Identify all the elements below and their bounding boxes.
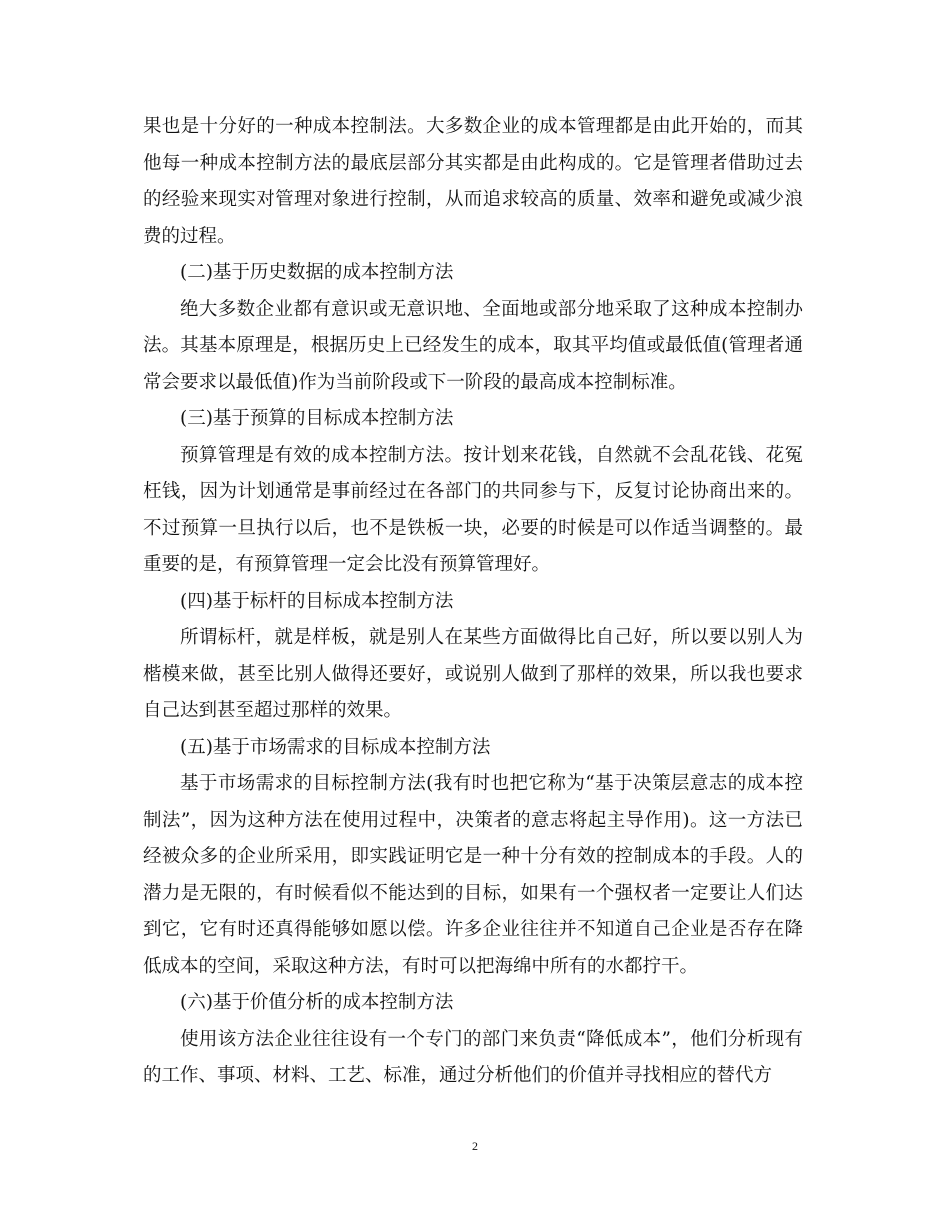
paragraph-intro-continued: 果也是十分好的一种成本控制法。大多数企业的成本管理都是由此开始的，而其他每一种成本控制方法的最底层部分其实都是由此构成的。它是管理者借助过去的经验来现实对管理对象进行控制，从而追求较高的质量、效率和避免或减少浪费的过程。	[143, 116, 803, 247]
heading-benchmark-method: (四)基于标杆的目标成本控制方法	[180, 590, 454, 612]
paragraph-market-demand: 基于市场需求的目标控制方法(我有时也把它称为“基于决策层意志的成本控制法”，因为这种方法在使用过程中，决策者的意志将起主导作用)。这一方法已经被众多的企业所采用，即实践证明它是一种十分有效的控制成本的手段。人的潜力是无限的，有时候看似不能达到的目标，如果有一个强权者一定要让人们达到它，它有时还真得能够如愿以偿。许多企业往往并不知道自己企业是否存在降低成本的空间，采取这种方法，有时可以把海绵中所有的水都拧干。	[143, 773, 803, 977]
page-number: 2	[472, 1139, 478, 1153]
paragraph-budget: 预算管理是有效的成本控制方法。按计划来花钱，自然就不会乱花钱、花冤枉钱，因为计划通常是事前经过在各部门的共同参与下，反复讨论协商出来的。不过预算一旦执行以后，也不是铁板一块，必要的时候是可以作适当调整的。最重要的是，有预算管理一定会比没有预算管理好。	[143, 444, 803, 575]
heading-budget-method: (三)基于预算的目标成本控制方法	[180, 408, 454, 429]
paragraph-benchmark: 所谓标杆，就是样板，就是别人在某些方面做得比自己好，所以要以别人为楷模来做，甚至比别人做得还要好，或说别人做到了那样的效果，所以我也要求自己达到甚至超过那样的效果。	[143, 627, 803, 721]
heading-value-analysis-method: (六)基于价值分析的成本控制方法	[180, 992, 454, 1013]
document-body	[143, 109, 803, 1095]
paragraph-value-analysis: 使用该方法企业往往设有一个专门的部门来负责“降低成本”，他们分析现有的工作、事项、材料、工艺、标准，通过分析他们的价值并寻找相应的替代方	[143, 1028, 803, 1086]
paragraph-historical-data: 绝大多数企业都有意识或无意识地、全面地或部分地采取了这种成本控制办法。其基本原理是，根据历史上已经发生的成本，取其平均值或最低值(管理者通常会要求以最低值)作为当前阶段或下一阶段的最高成本控制标准。	[143, 298, 803, 393]
heading-historical-data-method: (二)基于历史数据的成本控制方法	[180, 262, 454, 283]
heading-market-demand-method: (五)基于市场需求的目标成本控制方法	[180, 736, 491, 758]
